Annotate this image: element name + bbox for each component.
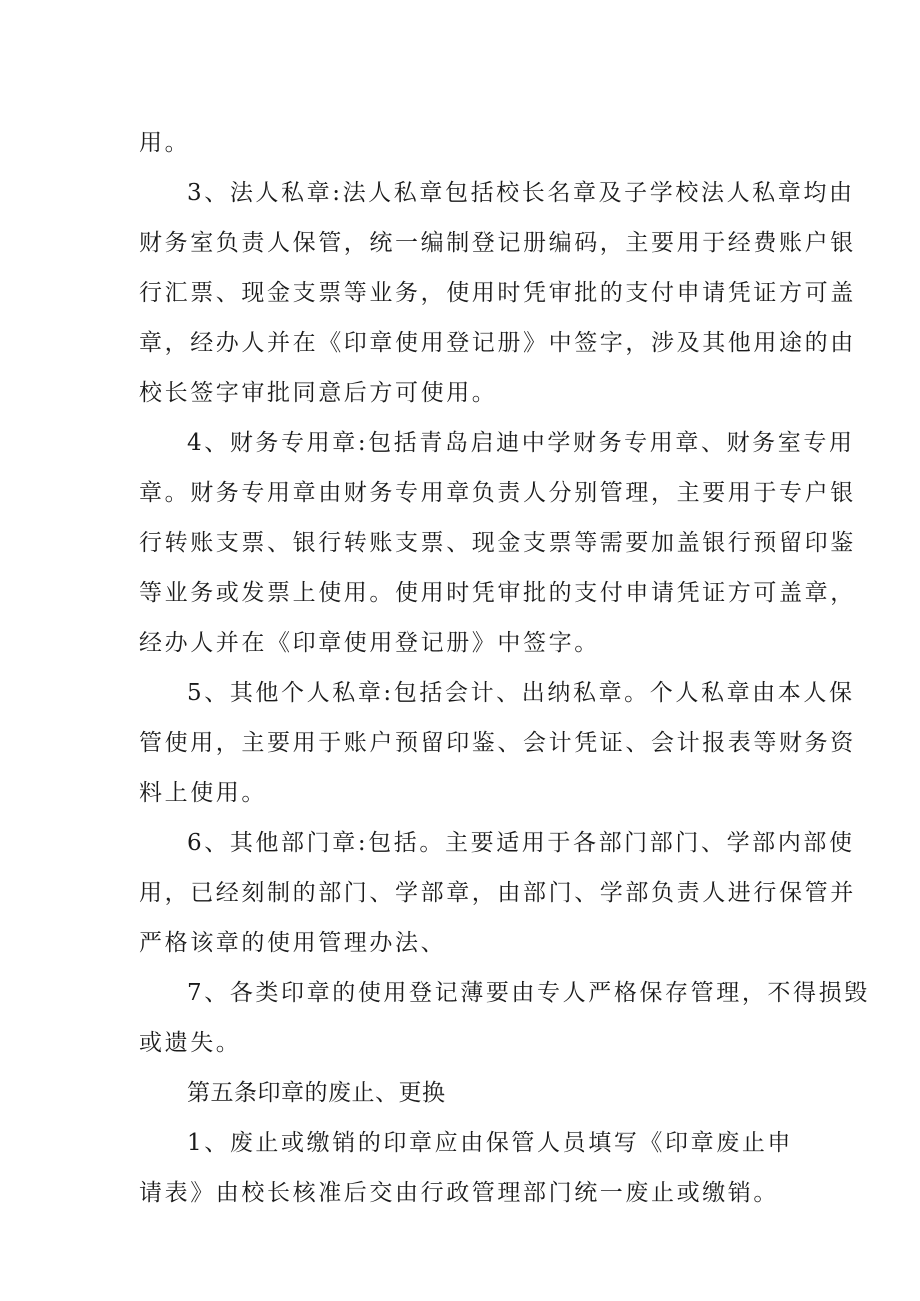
text-line: 料上使用。 xyxy=(139,780,267,806)
text-line: 请表》由校长核准后交由行政管理部门统一废止或缴销。 xyxy=(139,1180,779,1206)
text-line: 管使用，主要用于账户预留印鉴、会计凭证、会计报表等财务资 xyxy=(139,730,856,756)
text-line: 校长签字审批同意后方可使用。 xyxy=(139,380,498,406)
text-line: 或遗失。 xyxy=(139,1030,242,1056)
text-line: 7、各类印章的使用登记薄要由专人严格保存管理，不得损毁 xyxy=(187,980,870,1006)
section-heading: 第五条印章的废止、更换 xyxy=(187,1080,446,1106)
text-line: 财务室负责人保管，统一编制登记册编码，主要用于经费账户银 xyxy=(139,230,856,256)
text-line: 章。财务专用章由财务专用章负责人分别管理，主要用于专户银 xyxy=(139,480,856,506)
text-line: 行转账支票、银行转账支票、现金支票等需要加盖银行预留印鉴 xyxy=(139,530,856,556)
text-line: 4、财务专用章:包括青岛启迪中学财务专用章、财务室专用 xyxy=(187,430,855,456)
text-line: 3、法人私章:法人私章包括校长名章及子学校法人私章均由 xyxy=(187,180,855,206)
text-line: 用，已经刻制的部门、学部章，由部门、学部负责人进行保管并 xyxy=(139,880,856,906)
text-line: 用。 xyxy=(139,130,191,156)
text-line: 5、其他个人私章:包括会计、出纳私章。个人私章由本人保 xyxy=(187,680,855,706)
text-line: 经办人并在《印章使用登记册》中签字。 xyxy=(139,630,600,656)
text-line: 章，经办人并在《印章使用登记册》中签字，涉及其他用途的由 xyxy=(139,330,856,356)
text-line: 6、其他部门章:包括。主要适用于各部门部门、学部内部使 xyxy=(187,830,855,856)
text-line: 等业务或发票上使用。使用时凭审批的支付申请凭证方可盖章， xyxy=(139,580,856,606)
text-line: 1、废止或缴销的印章应由保管人员填写《印章废止申 xyxy=(187,1130,794,1156)
text-line: 行汇票、现金支票等业务，使用时凭审批的支付申请凭证方可盖 xyxy=(139,280,856,306)
text-line: 严格该章的使用管理办法、 xyxy=(139,930,447,956)
